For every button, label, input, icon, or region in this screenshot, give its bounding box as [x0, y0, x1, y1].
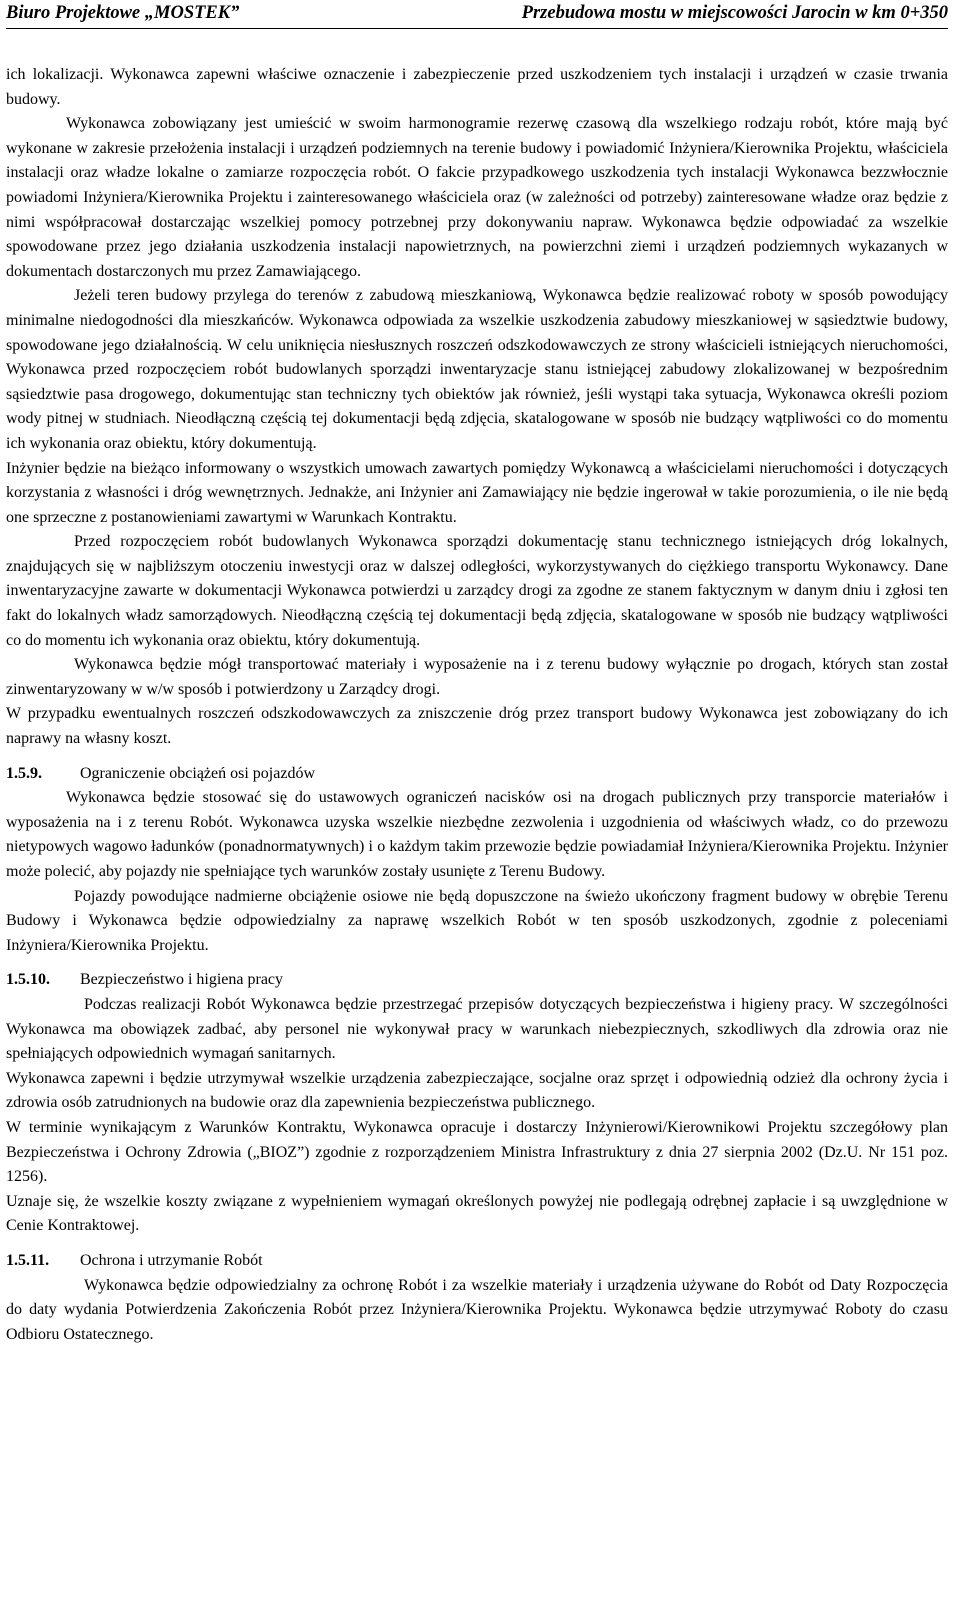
- paragraph: Wykonawca będzie odpowiedzialny za ochronę Robót i za wszelkie materiały i urządzenia używane do Robót od Daty Rozpoczęcia do daty wydania Potwierdzenia Zakończenia Robót przez Inżyniera/Kierownika Projektu. Wykonawca będzie utrzymywać Roboty do czasu Odbioru Ostatecznego.: [6, 1276, 948, 1343]
- section-heading: [6, 968, 948, 993]
- document-body: [6, 63, 948, 1347]
- paragraph: Wykonawca zapewni i będzie utrzymywał wszelkie urządzenia zabezpieczające, socjalne oraz sprzęt i odpowiednią odzież dla ochrony życia i zdrowia osób zatrudnionych na budowie oraz dla zapewnienia bezpieczeństwa publicznego.: [6, 1069, 948, 1112]
- page-header: [6, 0, 948, 29]
- paragraph: Jeżeli teren budowy przylega do terenów z zabudową mieszkaniową, Wykonawca będzie realizować roboty w sposób powodujący minimalne niedogodności dla mieszkańców. Wykonawca odpowiada za wszelkie uszkodzenia zabudowy mieszkaniowej w sąsiedztwie budowy, spowodowane jego działalnością. W celu uniknięcia niesłusznych roszczeń odszkodowawczych ze strony właścicieli istniejących nieruchomości, Wykonawca przed rozpoczęciem robót budowlanych sporządzi inwentaryzacje stanu istniejącej zabudowy zlokalizowanej w bezpośrednim sąsiedztwie pasa drogowego, dokumentując stan techniczny tych obiektów jak również, jeśli wystąpi taka sytuacja, Wykonawca określi poziom wody pitnej w studniach. Nieodłączną częścią tej dokumentacji będą zdjęcia, skatalogowane w sposób nie budzący wątpliwości co do momentu ich wykonania oraz obiektu, który dokumentują.: [6, 287, 948, 452]
- paragraph: Inżynier będzie na bieżąco informowany o wszystkich umowach zawartych pomiędzy Wykonawcą a właścicielami nieruchomości i dotyczących korzystania z własności i dróg wewnętrznych. Jednakże, ani Inżynier ani Zamawiający nie będzie ingerował w takie porozumienia, o ile nie będą one sprzeczne z postanowieniami zawartymi w Warunkach Kontraktu.: [6, 459, 948, 526]
- section-number: 1.5.10.: [6, 971, 50, 989]
- paragraph: Pojazdy powodujące nadmierne obciążenie osiowe nie będą dopuszczone na świeżo ukończony fragment budowy w obrębie Terenu Budowy i Wykonawca będzie odpowiedzialny za naprawę wszelkich Robót w ten sposób uszkodzonych, zgodnie z poleceniami Inżyniera/Kierownika Projektu.: [6, 887, 948, 954]
- paragraph: W terminie wynikającym z Warunków Kontraktu, Wykonawca opracuje i dostarczy Inżynierowi/Kierownikowi Projektu szczegółowy plan Bezpieczeństwa i Ochrony Zdrowia („BIOZ”) zgodnie z rozporządzeniem Ministra Infrastruktury z dnia 27 sierpnia 2002 (Dz.U. Nr 151 poz. 1256).: [6, 1118, 948, 1186]
- paragraph: Przed rozpoczęciem robót budowlanych Wykonawca sporządzi dokumentację stanu technicznego istniejących dróg lokalnych, znajdujących się w najbliższym otoczeniu inwestycji oraz w dalszej odległości, wykorzystywanych do ciężkiego transportu Wykonawcy. Dane inwentaryzacyjne zawarte w dokumentacji Wykonawca potwierdzi u zarządcy drogi za zgodne ze stanem faktycznym w danym dniu i zgłosi ten fakt do lokalnych władz samorządowych. Nieodłączną częścią tej dokumentacji będą zdjęcia, skatalogowane w sposób nie budzący wątpliwości co do momentu ich wykonania oraz obiektu, który dokumentują.: [6, 533, 948, 649]
- section-title: Ochrona i utrzymanie Robót: [80, 1251, 263, 1269]
- paragraph: Podczas realizacji Robót Wykonawca będzie przestrzegać przepisów dotyczących bezpieczeństwa i higieny pracy. W szczególności Wykonawca ma obowiązek zadbać, aby personel nie wykonywał pracy w warunkach niebezpiecznych, szkodliwych dla zdrowia oraz nie spełniających odpowiednich wymagań sanitarnych.: [6, 995, 948, 1063]
- paragraph: Wykonawca zobowiązany jest umieścić w swoim harmonogramie rezerwę czasową dla wszelkiego rodzaju robót, które mają być wykonane w zakresie przełożenia instalacji i urządzeń podziemnych na terenie budowy i powiadomić Inżyniera/Kierownika Projektu, właściciela instalacji oraz władze lokalne o zamiarze rozpoczęcia robót. O fakcie przypadkowego uszkodzenia tych instalacji Wykonawca bezzwłocznie powiadomi Inżyniera/Kierownika Projektu i zainteresowanego właściciela oraz (w zależności od potrzeby) zainteresowane władze oraz będzie z nimi współpracował dostarczając wszelkiej pomocy potrzebnej przy dokonywaniu napraw. Wykonawca będzie odpowiadać za wszelkie spowodowane przez jego działania uszkodzenia instalacji napowietrznych, na powierzchni ziemi i urządzeń podziemnych wykazanych w dokumentach dostarczonych mu przez Zamawiającego.: [6, 115, 948, 280]
- section-heading: [6, 1249, 948, 1274]
- section-number: 1.5.11.: [6, 1251, 50, 1269]
- paragraph: Wykonawca będzie stosować się do ustawowych ograniczeń nacisków osi na drogach publicznych przy transporcie materiałów i wyposażenia na i z terenu Robót. Wykonawca uzyska wszelkie niezbędne zezwolenia i uzgodnienia od właściwych władz, co do przewozu nietypowych wagowo ładunków (ponadnormatywnych) i o każdym takim przewozie będzie powiadamiał Inżyniera/Kierownika Projektu. Inżynier może polecić, aby pojazdy nie spełniające tych warunków zostały usunięte z Terenu Budowy.: [6, 789, 948, 880]
- paragraph: W przypadku ewentualnych roszczeń odszkodowawczych za zniszczenie dróg przez transport budowy Wykonawca jest zobowiązany do ich naprawy na własny koszt.: [6, 705, 948, 748]
- paragraph: Wykonawca będzie mógł transportować materiały i wyposażenie na i z terenu budowy wyłącznie po drogach, których stan został zinwentaryzowany w w/w sposób i potwierdzony u Zarządcy drogi.: [6, 656, 948, 698]
- header-project-title: Przebudowa mostu w miejscowości Jarocin w km 0+350: [521, 3, 948, 23]
- section-number: 1.5.9.: [6, 764, 42, 782]
- section-title: Ograniczenie obciążeń osi pojazdów: [80, 764, 316, 782]
- paragraph: Uznaje się, że wszelkie koszty związane z wypełnieniem wymagań określonych powyżej nie podlegają odrębnej zapłacie i są uwzględnione w Cenie Kontraktowej.: [6, 1192, 948, 1235]
- header-company: Biuro Projektowe „MOSTEK”: [6, 3, 240, 23]
- section-heading: [6, 762, 948, 787]
- section-title: Bezpieczeństwo i higiena pracy: [80, 971, 284, 989]
- paragraph: ich lokalizacji. Wykonawca zapewni właściwe oznaczenie i zabezpieczenie przed uszkodzeniem tych instalacji i urządzeń w czasie trwania budowy.: [6, 66, 948, 108]
